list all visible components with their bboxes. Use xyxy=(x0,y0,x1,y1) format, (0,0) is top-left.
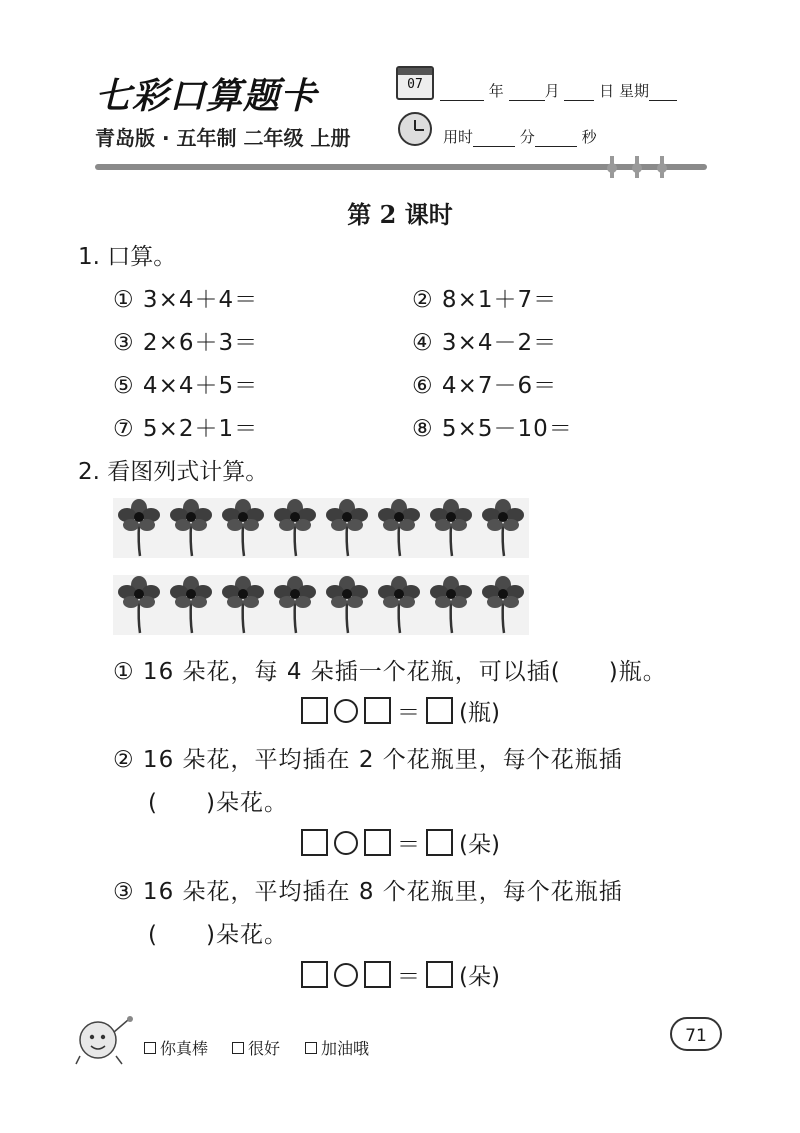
flower-image xyxy=(165,498,217,558)
q2-sub2-equation: ＝ (朵) xyxy=(301,826,500,859)
flower-row xyxy=(113,498,526,558)
brand-title: 七彩口算题卡 xyxy=(95,75,318,117)
q1-item: ⑤ 4×4＋5＝ xyxy=(113,373,259,399)
time-line: 用时 分 秒 xyxy=(443,128,597,146)
q2-sub3-line2: ( )朵花。 xyxy=(148,922,288,948)
flower-image xyxy=(165,575,217,635)
flower-image xyxy=(217,498,269,558)
divider-bead xyxy=(610,156,614,178)
operator-circle[interactable] xyxy=(334,963,358,987)
answer-box[interactable] xyxy=(426,829,453,856)
flower-image xyxy=(477,498,529,558)
flower-image xyxy=(373,498,425,558)
divider-bead xyxy=(660,156,664,178)
mascot-icon xyxy=(70,1010,140,1068)
q1-item: ⑦ 5×2＋1＝ xyxy=(113,416,259,442)
answer-box[interactable] xyxy=(426,697,453,724)
rating-option[interactable]: 你真棒 xyxy=(144,1036,208,1059)
q1-item: ② 8×1＋7＝ xyxy=(412,287,558,313)
operator-circle[interactable] xyxy=(334,831,358,855)
rating-option[interactable]: 很好 xyxy=(232,1036,280,1059)
answer-box[interactable] xyxy=(364,697,391,724)
operator-circle[interactable] xyxy=(334,699,358,723)
flower-image xyxy=(113,498,165,558)
q2-sub3-line1: ③ 16 朵花，平均插在 8 个花瓶里，每个花瓶插 xyxy=(113,879,623,905)
flower-image xyxy=(321,498,373,558)
q2-sub1-equation: ＝ (瓶) xyxy=(301,694,500,727)
answer-box[interactable] xyxy=(301,829,328,856)
q2-sub2-line1: ② 16 朵花，平均插在 2 个花瓶里，每个花瓶插 xyxy=(113,747,623,773)
flower-image xyxy=(425,498,477,558)
flower-image xyxy=(269,575,321,635)
lesson-title: 第 2 课时 xyxy=(347,200,453,229)
answer-box[interactable] xyxy=(301,697,328,724)
q2-sub2-line2: ( )朵花。 xyxy=(148,790,288,816)
q1-item: ③ 2×6＋3＝ xyxy=(113,330,259,356)
q1-item: ⑥ 4×7－6＝ xyxy=(412,373,558,399)
rating-option[interactable]: 加油哦 xyxy=(305,1036,369,1059)
checkbox-icon[interactable] xyxy=(232,1042,244,1054)
answer-box[interactable] xyxy=(364,961,391,988)
flower-image xyxy=(269,498,321,558)
flower-row xyxy=(113,575,526,635)
flower-image xyxy=(425,575,477,635)
flower-image xyxy=(113,575,165,635)
q2-sub3-equation: ＝ (朵) xyxy=(301,958,500,991)
divider-bead xyxy=(635,156,639,178)
checkbox-icon[interactable] xyxy=(305,1042,317,1054)
flower-image xyxy=(477,575,529,635)
clock-icon xyxy=(398,112,432,146)
page-number: 71 xyxy=(670,1017,722,1051)
flower-image xyxy=(321,575,373,635)
answer-box[interactable] xyxy=(364,829,391,856)
calendar-icon: 07 xyxy=(396,66,434,100)
q2-sub1-text: ① 16 朵花，每 4 朵插一个花瓶，可以插( )瓶。 xyxy=(113,659,667,685)
q1-item: ④ 3×4－2＝ xyxy=(412,330,558,356)
answer-box[interactable] xyxy=(301,961,328,988)
answer-box[interactable] xyxy=(426,961,453,988)
date-line: 年 月 日 星期 xyxy=(440,80,677,101)
question-1-label: 1. 口算。 xyxy=(78,244,177,270)
question-2-label: 2. 看图列式计算。 xyxy=(78,459,269,485)
flower-image xyxy=(217,575,269,635)
edition-label: 青岛版 · 五年制 二年级 上册 xyxy=(95,126,351,150)
checkbox-icon[interactable] xyxy=(144,1042,156,1054)
q1-item: ① 3×4＋4＝ xyxy=(113,287,259,313)
q1-item: ⑧ 5×5－10＝ xyxy=(412,416,573,442)
flower-image xyxy=(373,575,425,635)
